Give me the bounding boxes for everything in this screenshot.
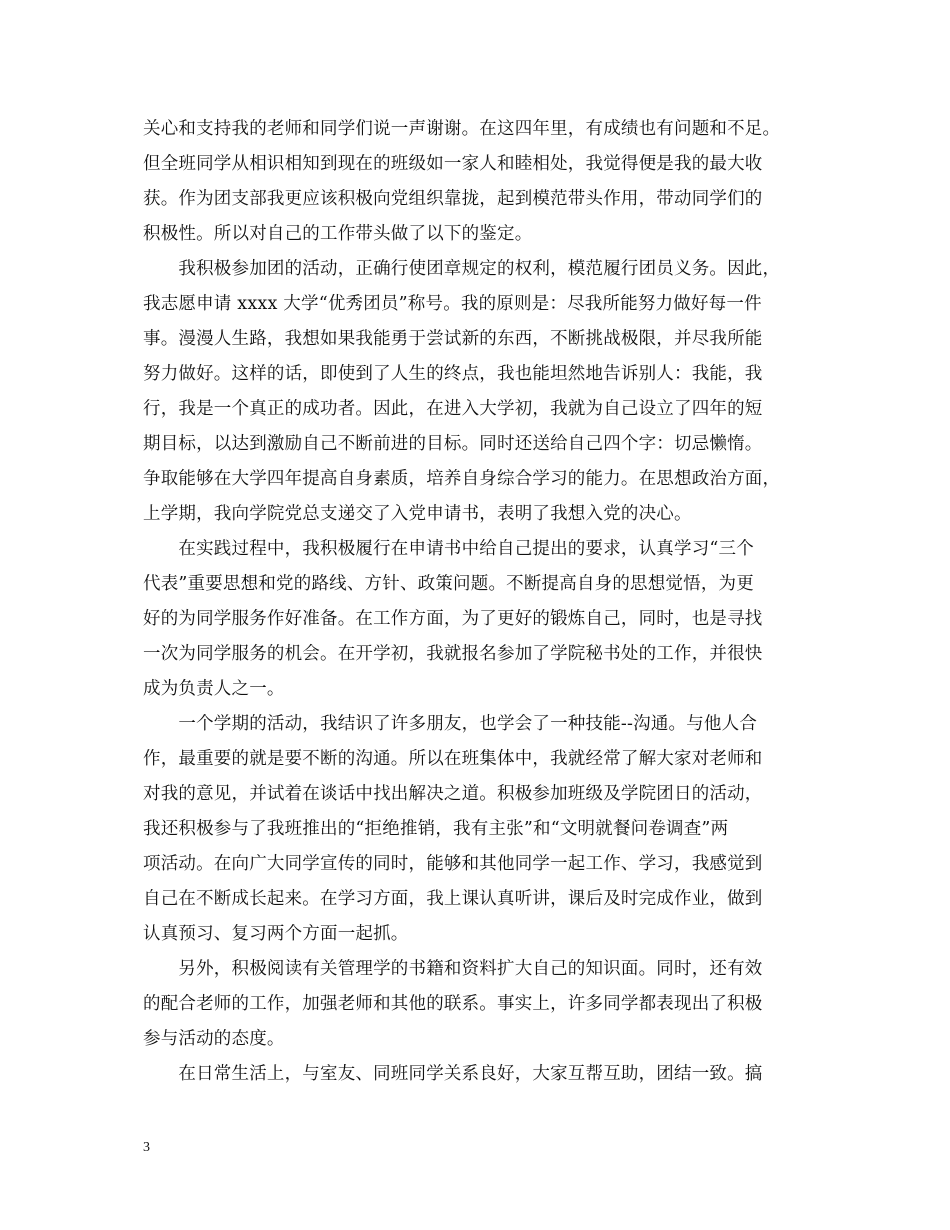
text-line: 好的为同学服务作好准备。在工作方面，为了更好的锻炼自己，同时，也是寻找	[143, 609, 763, 629]
page-number: 3	[143, 1140, 150, 1155]
text-line: 行，我是一个真正的成功者。因此，在进入大学初，我就为自己设立了四年的短	[143, 399, 763, 419]
text-line: 事。漫漫人生路，我想如果我能勇于尝试新的东西，不断挑战极限，并尽我所能	[143, 329, 763, 349]
text-line: 在日常生活上，与室友、同班同学关系良好，大家互帮互助，团结一致。搞	[143, 1064, 763, 1084]
text-line: 但全班同学从相识相知到现在的班级如一家人和睦相处，我觉得便是我的最大收	[143, 154, 763, 174]
text-line: 关心和支持我的老师和同学们说一声谢谢。在这四年里，有成绩也有问题和不足。	[143, 119, 781, 139]
text-line: 争取能够在大学四年提高自身素质，培养自身综合学习的能力。在思想政治方面，	[143, 469, 781, 489]
text-line: 成为负责人之一。	[143, 679, 285, 699]
text-line: 一个学期的活动，我结识了许多朋友，也学会了一种技能--沟通。与他人合	[143, 714, 758, 734]
text-line: 代表”重要思想和党的路线、方针、政策问题。不断提高自身的思想觉悟，为更	[143, 574, 754, 594]
text-line: 对我的意见，并试着在谈话中找出解决之道。积极参加班级及学院团日的活动，	[143, 784, 763, 804]
text-line: 在实践过程中，我积极履行在申请书中给自己提出的要求，认真学习“三个	[143, 539, 754, 559]
text-line: 努力做好。这样的话，即使到了人生的终点，我也能坦然地告诉别人：我能，我	[143, 364, 763, 384]
text-line: 我积极参加团的活动，正确行使团章规定的权利，模范履行团员义务。因此，	[143, 259, 781, 279]
text-line: 获。作为团支部我更应该积极向党组织靠拢，起到模范带头作用，带动同学们的	[143, 189, 763, 209]
text-line: 我志愿申请 xxxx 大学“优秀团员”称号。我的原则是：尽我所能努力做好每一件	[143, 294, 762, 314]
body-text	[143, 112, 843, 1092]
text-line: 期目标，以达到激励自己不断前进的目标。同时还送给自己四个字：切忌懒惰。	[143, 434, 763, 454]
text-line: 的配合老师的工作，加强老师和其他的联系。事实上，许多同学都表现出了积极	[143, 994, 763, 1014]
text-line: 另外，积极阅读有关管理学的书籍和资料扩大自己的知识面。同时，还有效	[143, 959, 763, 979]
text-line: 我还积极参与了我班推出的“拒绝推销，我有主张”和“文明就餐问卷调查”两	[143, 819, 729, 839]
text-line: 积极性。所以对自己的工作带头做了以下的鉴定。	[143, 224, 533, 244]
text-line: 参与活动的态度。	[143, 1029, 285, 1049]
text-line: 认真预习、复习两个方面一起抓。	[143, 924, 409, 944]
text-line: 项活动。在向广大同学宣传的同时，能够和其他同学一起工作、学习，我感觉到	[143, 854, 763, 874]
text-line: 一次为同学服务的机会。在开学初，我就报名参加了学院秘书处的工作，并很快	[143, 644, 763, 664]
text-line: 自己在不断成长起来。在学习方面，我上课认真听讲，课后及时完成作业，做到	[143, 889, 763, 909]
text-line: 上学期，我向学院党总支递交了入党申请书，表明了我想入党的决心。	[143, 504, 692, 524]
text-line: 作，最重要的就是要不断的沟通。所以在班集体中，我就经常了解大家对老师和	[143, 749, 763, 769]
